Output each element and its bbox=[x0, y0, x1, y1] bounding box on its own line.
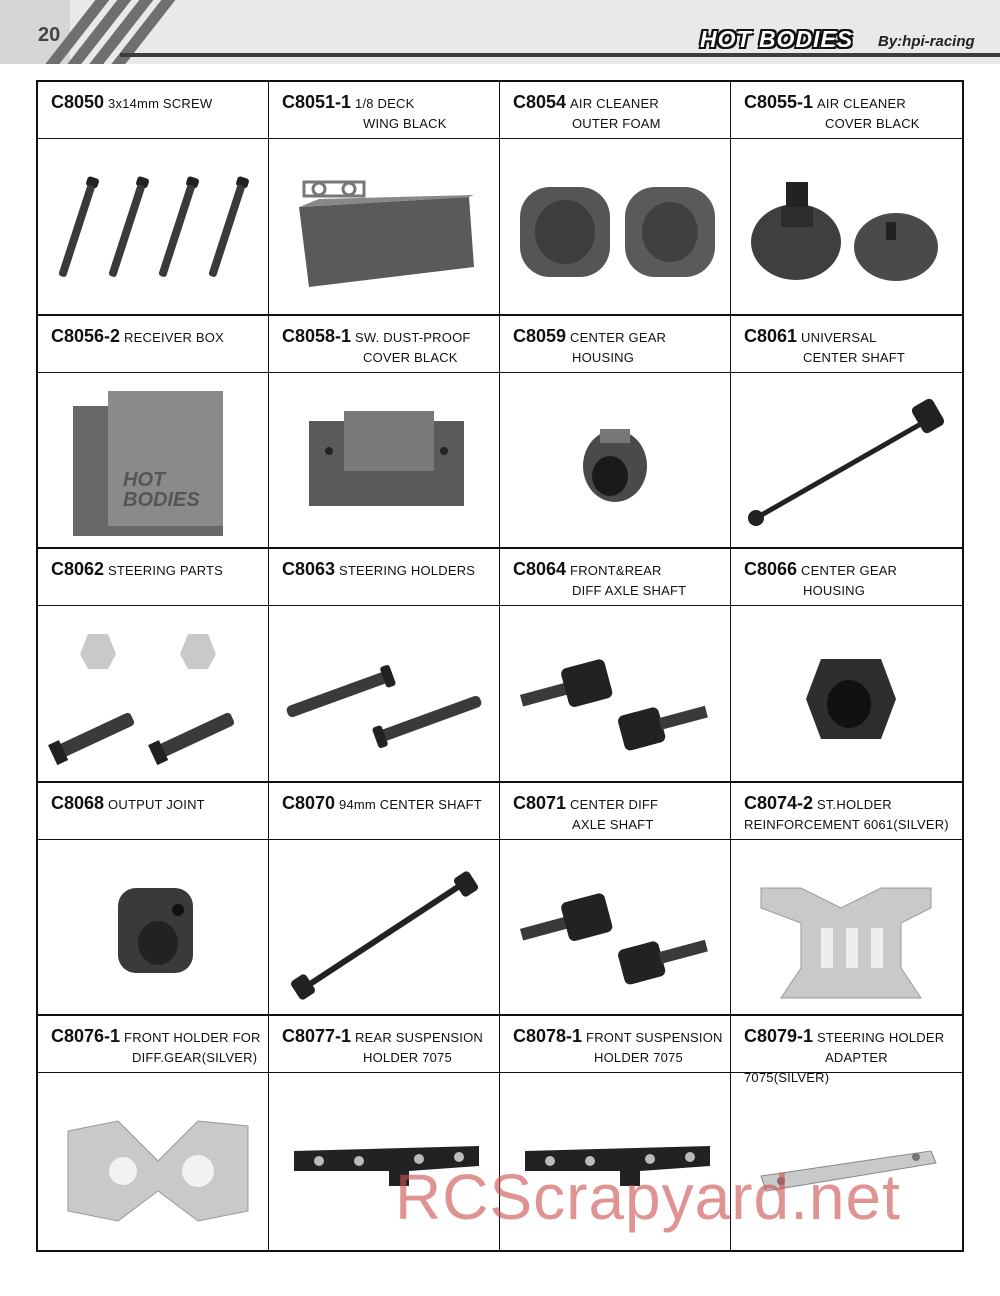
part-description-line2: AXLE SHAFT bbox=[572, 816, 654, 832]
part-photo bbox=[731, 606, 962, 781]
part-illustration-foam bbox=[510, 147, 720, 307]
part-code: C8050 bbox=[51, 92, 105, 112]
part-illustration-cups bbox=[510, 614, 720, 774]
part-code: C8078-1 bbox=[513, 1026, 583, 1047]
part-description-line1: 1/8 DECK bbox=[355, 96, 415, 111]
part-description-line1: FRONT HOLDER FOR bbox=[124, 1030, 261, 1046]
part-description-line1: STEERING HOLDER bbox=[817, 1030, 945, 1046]
part-description-line1: UNIVERSAL bbox=[801, 329, 877, 345]
part-code: C8062 bbox=[51, 559, 105, 580]
part-photo bbox=[731, 373, 962, 548]
svg-text:HOT: HOT bbox=[123, 468, 166, 491]
part-cell-c8063 bbox=[269, 549, 500, 783]
part-label bbox=[38, 1016, 268, 1073]
page-number: 20 bbox=[38, 24, 61, 46]
part-illustration-steering bbox=[48, 614, 258, 774]
svg-text:BODIES: BODIES bbox=[123, 488, 200, 511]
watermark: RCScrapyard.net bbox=[395, 1161, 901, 1233]
part-cell-c8066 bbox=[731, 549, 962, 783]
part-label bbox=[269, 783, 499, 840]
part-description-line1: SW. DUST-PROOF bbox=[355, 329, 471, 345]
part-description-line1: AIR CLEANER bbox=[570, 96, 659, 111]
part-photo bbox=[500, 373, 730, 548]
part-description-line2: CENTER SHAFT bbox=[803, 349, 906, 365]
part-description-line2: HOLDER 7075 bbox=[363, 1050, 452, 1066]
part-description-line2: ADAPTER 7075(SILVER) bbox=[744, 1050, 888, 1086]
part-photo bbox=[731, 840, 962, 1015]
part-label bbox=[38, 316, 268, 373]
part-description-line2: DIFF AXLE SHAFT bbox=[572, 583, 687, 599]
part-label bbox=[731, 316, 962, 373]
part-cell-c8058-1 bbox=[269, 316, 500, 550]
part-label bbox=[731, 1016, 962, 1086]
part-description-line1: 3x14mm SCREW bbox=[108, 96, 213, 111]
part-label bbox=[38, 82, 268, 139]
part-code: C8076-1 bbox=[51, 1026, 121, 1047]
part-label bbox=[500, 1016, 730, 1073]
part-cell-c8061 bbox=[731, 316, 962, 550]
part-illustration-dustcover bbox=[279, 381, 489, 541]
part-code: C8051-1 bbox=[282, 92, 352, 112]
part-description-line2: COVER BLACK bbox=[825, 116, 920, 131]
part-code: C8071 bbox=[513, 792, 567, 813]
part-illustration-cover bbox=[741, 147, 951, 307]
part-description-line1: CENTER GEAR bbox=[801, 563, 898, 579]
part-photo bbox=[269, 606, 499, 781]
part-illustration-wing bbox=[279, 147, 489, 307]
part-cell-c8071 bbox=[500, 783, 731, 1017]
part-cell-c8064 bbox=[500, 549, 731, 783]
part-cell-c8076-1 bbox=[38, 1016, 269, 1250]
part-label bbox=[500, 82, 730, 139]
part-illustration-receiverbox bbox=[48, 381, 258, 541]
part-photo bbox=[500, 139, 730, 314]
part-label bbox=[38, 783, 268, 840]
part-photo bbox=[38, 840, 268, 1015]
part-photo bbox=[500, 840, 730, 1015]
part-description-line2: HOUSING bbox=[803, 583, 866, 599]
part-illustration-pins bbox=[279, 614, 489, 774]
part-code: C8063 bbox=[282, 559, 336, 580]
part-code: C8054 bbox=[513, 92, 567, 112]
part-cell-c8055-1 bbox=[731, 82, 962, 316]
header-rule bbox=[120, 53, 1000, 57]
part-code: C8068 bbox=[51, 792, 105, 813]
part-description-line1: CENTER DIFF bbox=[570, 796, 659, 812]
part-description-line1: AIR CLEANER bbox=[817, 96, 906, 111]
part-label bbox=[269, 549, 499, 606]
part-illustration-screws bbox=[48, 147, 258, 307]
part-description-line2: REINFORCEMENT 6061(SILVER) bbox=[744, 816, 949, 832]
part-label bbox=[731, 82, 962, 139]
part-cell-c8056-2 bbox=[38, 316, 269, 550]
part-label bbox=[38, 549, 268, 606]
part-cell-c8054 bbox=[500, 82, 731, 316]
part-photo bbox=[38, 606, 268, 781]
part-photo bbox=[38, 373, 268, 548]
part-illustration-hexhousing bbox=[741, 614, 951, 774]
part-code: C8064 bbox=[513, 559, 567, 580]
part-label bbox=[269, 316, 499, 373]
part-code: C8074-2 bbox=[744, 792, 814, 813]
part-illustration-cup bbox=[48, 848, 258, 1008]
part-cell-c8062 bbox=[38, 549, 269, 783]
part-label bbox=[731, 783, 962, 840]
part-illustration-cups bbox=[510, 848, 720, 1008]
part-description-line1: STEERING PARTS bbox=[108, 563, 224, 579]
part-photo bbox=[269, 840, 499, 1015]
part-description-line1: RECEIVER BOX bbox=[124, 329, 224, 345]
part-cell-c8051-1 bbox=[269, 82, 500, 316]
part-code: C8059 bbox=[513, 325, 567, 346]
part-description-line1: REAR SUSPENSION bbox=[355, 1030, 484, 1046]
part-label bbox=[731, 549, 962, 606]
part-description-line2: HOLDER 7075 bbox=[594, 1050, 683, 1066]
part-description-line1: STEERING HOLDERS bbox=[339, 563, 476, 579]
part-cell-c8074-2 bbox=[731, 783, 962, 1017]
part-photo bbox=[269, 139, 499, 314]
part-code: C8066 bbox=[744, 559, 798, 580]
part-illustration-ushaft bbox=[741, 381, 951, 541]
part-label bbox=[269, 1016, 499, 1073]
part-label bbox=[500, 783, 730, 840]
part-photo bbox=[500, 606, 730, 781]
part-photo bbox=[38, 1073, 268, 1250]
part-code: C8079-1 bbox=[744, 1026, 814, 1047]
parts-grid bbox=[36, 80, 964, 1252]
part-label bbox=[500, 316, 730, 373]
part-description-line2: WING BLACK bbox=[363, 116, 447, 131]
part-description-line1: FRONT&REAR bbox=[570, 563, 662, 579]
part-code: C8056-2 bbox=[51, 325, 121, 346]
part-code: C8055-1 bbox=[744, 92, 814, 112]
part-illustration-plate bbox=[741, 848, 951, 1008]
part-code: C8058-1 bbox=[282, 325, 352, 346]
part-cell-c8068 bbox=[38, 783, 269, 1017]
page-header bbox=[0, 0, 1000, 64]
part-description-line1: 94mm CENTER SHAFT bbox=[339, 796, 482, 812]
brand-byline: By:hpi-racing bbox=[878, 33, 975, 50]
part-photo bbox=[38, 139, 268, 314]
part-description-line1: CENTER GEAR bbox=[570, 329, 667, 345]
part-code: C8077-1 bbox=[282, 1026, 352, 1047]
brand-logo: HOT BODIES bbox=[700, 26, 854, 52]
part-description-line1: FRONT SUSPENSION bbox=[586, 1030, 723, 1046]
part-description-line2: DIFF.GEAR(SILVER) bbox=[132, 1050, 258, 1066]
part-description-line1: ST.HOLDER bbox=[817, 796, 892, 812]
part-code: C8070 bbox=[282, 792, 336, 813]
part-cell-c8050 bbox=[38, 82, 269, 316]
part-description-line2: HOUSING bbox=[572, 349, 635, 365]
part-label bbox=[500, 549, 730, 606]
part-description-line2: OUTER FOAM bbox=[572, 116, 661, 131]
part-cell-c8070 bbox=[269, 783, 500, 1017]
part-code: C8061 bbox=[744, 325, 798, 346]
part-description-line2: COVER BLACK bbox=[363, 349, 458, 365]
part-photo bbox=[269, 373, 499, 548]
part-illustration-holder bbox=[48, 1081, 258, 1241]
part-illustration-dogbone bbox=[279, 848, 489, 1008]
part-cell-c8059 bbox=[500, 316, 731, 550]
part-illustration-gearhousing bbox=[510, 381, 720, 541]
part-description-line1: OUTPUT JOINT bbox=[108, 796, 205, 812]
part-label bbox=[269, 82, 499, 139]
part-photo bbox=[731, 139, 962, 314]
